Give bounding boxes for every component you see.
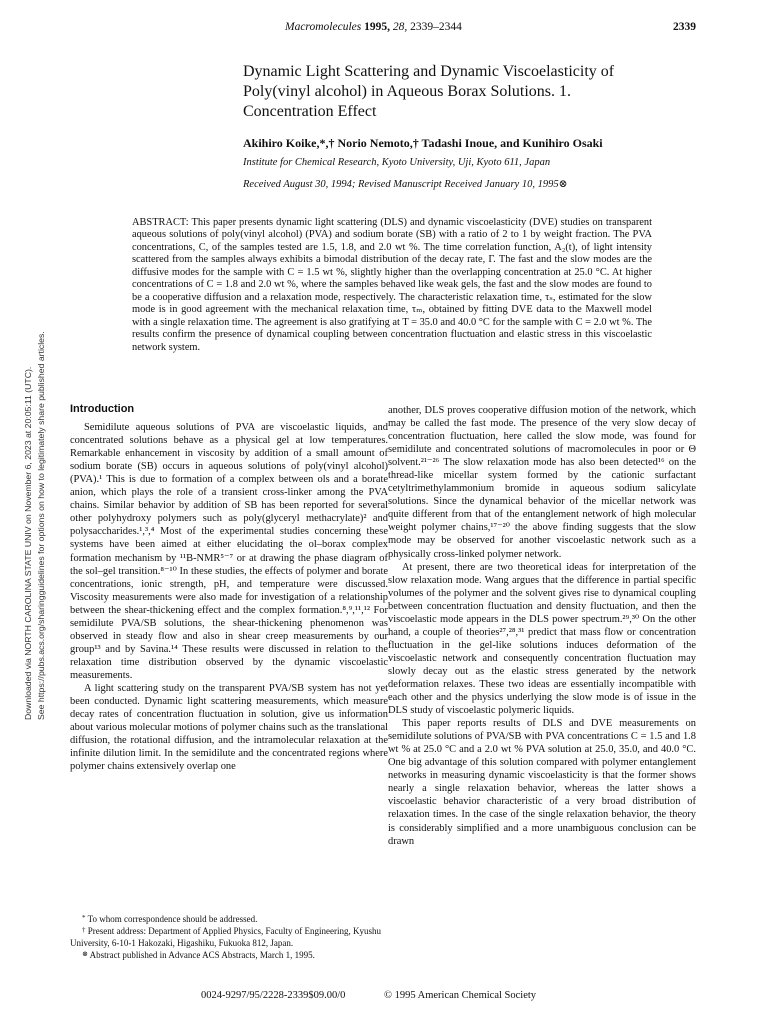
article-code: 0024-9297/95/2228-2339$09.00/0 [201, 990, 346, 1001]
footnote-text: Present address: Department of Applied Physics, Faculty of Engineering, Kyushu University, 6-10-1 Hakozaki, Higashiku, Fukuoka 812, Japan. [70, 926, 381, 948]
journal-citation [285, 21, 462, 33]
footnote-text: To whom correspondence should be addressed. [87, 914, 258, 924]
section-heading-introduction: Introduction [70, 403, 135, 415]
download-note-line-1: Downloaded via NORTH CAROLINA STATE UNIV on November 6, 2023 at 20:05:11 (UTC). [23, 366, 33, 720]
article-title: Dynamic Light Scattering and Dynamic Viscoelasticity of Poly(vinyl alcohol) in Aqueous Borax Solutions. 1. Concentration Effect [243, 63, 615, 120]
footnote [70, 913, 388, 925]
paragraph: another, DLS proves cooperative diffusion motion of the network, which may be called the fast mode. The presence of the very slow decay of concentration fluctuation, here called the slow mode, was found for semidilute and concentrated solutions of macromolecules in poor or Θ solvent.²¹⁻²⁶ The slow relaxation mode has also been detected¹⁶ on the thread-like micellar system formed by the cationic surfactant cetyltrimethylammonium bromide in aqueous sodium salicylate solutions. Since the dynamical behavior of the micellar network was quite different from that of the entanglement network of high molecular weight polymer chains,¹⁷⁻²⁰ the above finding suggests that the slow mode may be observed for another viscoelastic network such as a physically cross-linked polymer network. [388, 405, 696, 560]
footnote [70, 925, 388, 949]
received-dates: Received August 30, 1994; Revised Manuscript Received January 10, 1995⊗ [243, 179, 568, 190]
body-column-right [388, 404, 696, 848]
abstract: ABSTRACT: This paper presents dynamic light scattering (DLS) and dynamic viscoelasticity (DVE) studies on transparent aqueous solutions of poly(vinyl alcohol) (PVA) and sodium borate (SB) with a ratio of 2 to 1 by weight fraction. The PVA concentrations, C, of the samples tested are 1.5, 1.8, and 2.0 wt %. The time correlation function, A₂(t), of light intensity scattered from the samples always exhibits a bimodal distribution of the decay rate, Γ. The fast and the slow modes are the diffusive modes for the sample with C = 1.5 wt %, slightly higher than the overlapping concentration at 25.0 °C. At higher concentrations of C = 1.8 and 2.0 wt %, where the samples behaved like weak gels, the fast and the slow modes are found to be a cooperative diffusion and a relaxation mode, respectively. The characteristic relaxation time, τₛ, estimated for the slow mode is in good agreement with the mechanical relaxation time, τₘ, obtained by fitting DVE data to the Maxwell model with a single relaxation time. The agreement is also gratifying at T = 35.0 and 40.0 °C for the sample with C = 2.0 wt %. The results confirm the presence of dynamical coupling between concentration fluctuation and elastic stress in this viscoelastic network system. [132, 217, 652, 353]
affiliation: Institute for Chemical Research, Kyoto University, Uji, Kyoto 611, Japan [243, 157, 551, 168]
running-head [0, 21, 768, 41]
body-column-left [70, 403, 388, 773]
footnote-mark: * [82, 914, 86, 922]
paragraph: Semidilute aqueous solutions of PVA are viscoelastic liquids, and concentrated solutions behave as a physical gel at low temperatures. Remarkable enhancement in viscosity by addition of a small amount of sodium borate (SB) occurs in aqueous solutions of poly(vinyl alcohol) (PVA).¹ This is due to formation of a complex between ols and a borate anion, which plays the role of a transient cross-linker among the PVA chains. Similar behavior by addition of SB has been reported for several other polyhydroxy polymers such as poly(glyceryl methacrylate)² and polysaccharides.¹,³,⁴ Most of the experimental studies concerning these systems have been aimed at either elucidating the ol–borax complex formation mechanism by ¹¹B-NMR⁵⁻⁷ or at drawing the phase diagram of the sol–gel transition.⁸⁻¹⁰ In these studies, the effects of polymer and borate concentrations, ionic strength, pH, and temperature were discussed. Viscosity measurements were also made for investigation of a relationship between the shear-thickening effect and the complex formation.⁸,⁹,¹¹,¹² For semidilute PVA/SB solutions, the shear-thickening phenomenon was observed in steady flow and also in shear creep measurements by our group¹³ and by Savina.¹⁴ These results were discussed in relation to the relaxation time distribution observed by the dynamic viscoelastic measurements. [70, 422, 388, 681]
footnote-mark: ⊗ [82, 950, 88, 959]
footnotes [70, 913, 388, 962]
journal-pages: 2339–2344 [410, 21, 462, 33]
footnote-mark: † [82, 926, 86, 935]
footnote-text: Abstract published in Advance ACS Abstracts, March 1, 1995. [89, 950, 315, 961]
page-number: 2339 [673, 21, 696, 33]
download-note-line-2: See https://pubs.acs.org/sharingguidelines for options on how to legitimately share published articles. [36, 331, 46, 720]
journal-name: Macromolecules [285, 21, 362, 33]
paragraph: At present, there are two theoretical ideas for interpretation of the slow relaxation mode. Wang argues that the difference in partial specific volumes of the polymer and the solvent gives rise to dynamical coupling between concentration fluctuation and density fluctuation, and then the viscoelastic mode appears in the DLS power spectrum.²⁹,³⁰ On the other hand, a couple of theories²⁷,²⁸,³¹ predict that mass flow or concentration fluctuation in the gel-like solutions induces deformation of the viscoelastic network and consequently concentration fluctuation may slowly decay out as the elastic stress generated by the network deformation relaxes. These two ideas are essentially incompatible with each other and the physics underlying the slow mode is of issue in the DLS study of viscoelastic polymeric liquids. [388, 561, 696, 717]
journal-year: 1995, [364, 21, 390, 33]
copyright-notice: © 1995 American Chemical Society [384, 990, 537, 1001]
journal-volume: 28, [392, 21, 408, 33]
footnote [70, 949, 388, 961]
download-side-note [2, 300, 46, 720]
paragraph: A light scattering study on the transparent PVA/SB system has not yet been conducted. Dynamic light scattering measurements, which measure decay rates of concentration fluctuation in solution, give us information about various molecular motions of polymer chains such as the translational diffusion, the rotational diffusion, and the intramolecular relaxation at the infinite dilution limit. In the semidilute and the concentrated regions where polymer chains extensively overlap one [70, 682, 388, 773]
author-list: Akihiro Koike,*,† Norio Nemoto,† Tadashi Inoue, and Kunihiro Osaki [243, 136, 603, 150]
paragraph: This paper reports results of DLS and DVE measurements on semidilute solutions of PVA/SB with PVA concentrations C = 1.5 and 1.8 wt % at 25.0 °C and a 2.0 wt % PVA solution at 25.0, 35.0, and 40.0 °C. One big advantage of this solution compared with polymer entanglement networks in measuring dynamic viscoelasticity is that the former shows nearly a single relaxation behavior, whereas the latter shows a viscoelastic behavior characteristic of a very broad distribution of relaxation times. In the case of the single relaxation behavior, the theory is considerably simplified and a more unambiguous conclusion can be drawn [388, 718, 696, 847]
